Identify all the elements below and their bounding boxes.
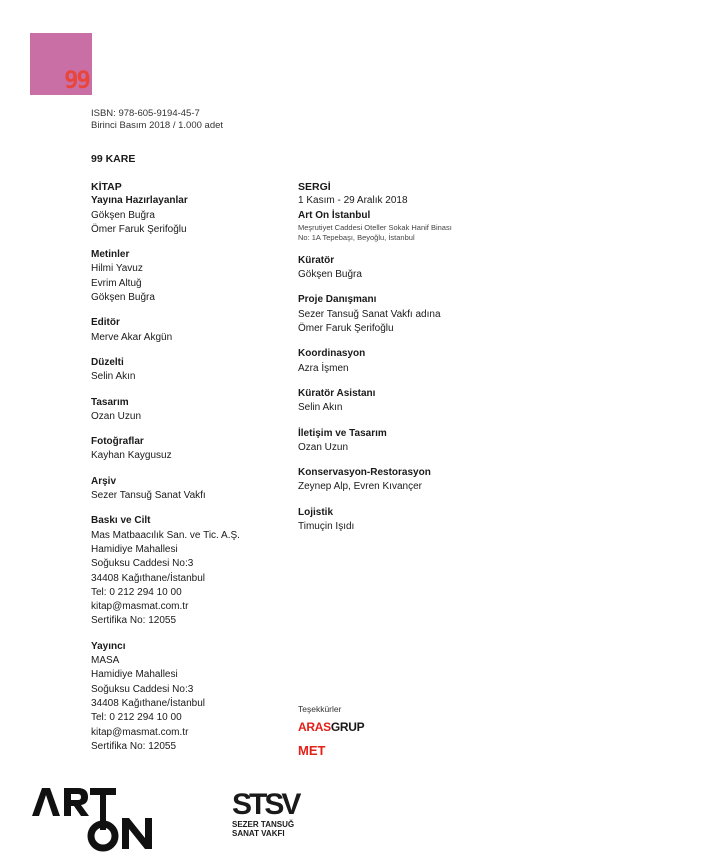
credit-line: Hamidiye Mahallesi bbox=[91, 543, 178, 555]
credit-section bbox=[298, 466, 518, 495]
venue-name: Art On İstanbul bbox=[298, 209, 371, 221]
thanks-label: Teşekkürler bbox=[298, 704, 342, 714]
stsv-name-line1: SEZER TANSUĞ bbox=[232, 820, 295, 829]
credit-line: Selin Akın bbox=[91, 371, 136, 383]
exhibition-dates: 1 Kasım - 29 Aralık 2018 bbox=[298, 195, 408, 207]
credit-section bbox=[91, 396, 291, 425]
credit-section bbox=[91, 475, 291, 504]
credit-line: Gökşen Buğra bbox=[298, 269, 362, 281]
credit-section bbox=[91, 514, 291, 628]
credit-line: Zeynep Alp, Evren Kıvançer bbox=[298, 481, 422, 493]
credit-line: kitap@masmat.com.tr bbox=[91, 726, 189, 738]
credit-line: MASA bbox=[91, 655, 120, 667]
99-kare-logo bbox=[30, 33, 92, 95]
credit-line: Ömer Faruk Şerifoğlu bbox=[91, 223, 187, 235]
credit-line: Tel: 0 212 294 10 00 bbox=[91, 712, 182, 724]
credit-title: Küratör Asistanı bbox=[298, 387, 376, 399]
credit-section bbox=[91, 316, 291, 345]
credit-line: Evrim Altuğ bbox=[91, 277, 142, 289]
isbn: ISBN: 978-605-9194-45-7 bbox=[91, 108, 200, 119]
credit-line: Merve Akar Akgün bbox=[91, 331, 173, 343]
aras-text: ARAS bbox=[298, 720, 331, 734]
credit-line: Sertifika No: 12055 bbox=[91, 740, 177, 752]
credit-line: kitap@masmat.com.tr bbox=[91, 601, 189, 613]
credit-title: Yayına Hazırlayanlar bbox=[91, 195, 188, 207]
credit-section bbox=[91, 435, 291, 464]
credit-line: Sertifika No: 12055 bbox=[91, 615, 177, 627]
credit-line: Timuçin Işıdı bbox=[298, 521, 355, 533]
exhibition-info bbox=[298, 180, 518, 243]
venue-address-line2: No: 1A Tepebaşı, Beyoğlu, İstanbul bbox=[298, 232, 415, 242]
credit-line: Ozan Uzun bbox=[298, 441, 349, 453]
credit-line: Hamidiye Mahallesi bbox=[91, 669, 178, 681]
exhibition-credits bbox=[298, 180, 518, 545]
book-heading: KİTAP bbox=[91, 181, 122, 193]
credit-title: Küratör bbox=[298, 254, 335, 266]
stsv-logo bbox=[232, 790, 312, 852]
credit-title: Proje Danışmanı bbox=[298, 294, 377, 306]
credit-title: Fotoğraflar bbox=[91, 436, 144, 448]
met-logo: MET bbox=[298, 743, 326, 758]
credit-line: 34408 Kağıthane/İstanbul bbox=[91, 572, 205, 584]
credit-title: Konservasyon-Restorasyon bbox=[298, 467, 431, 479]
credit-section bbox=[298, 506, 518, 535]
venue-address-line1: Meşrutiyet Caddesi Oteller Sokak Hanif Binası bbox=[298, 222, 452, 232]
credit-title: İletişim ve Tasarım bbox=[298, 427, 387, 439]
credit-line: Ömer Faruk Şerifoğlu bbox=[298, 323, 394, 335]
credit-line: Azra İşmen bbox=[298, 362, 349, 374]
book-meta bbox=[91, 108, 223, 132]
credit-section bbox=[298, 387, 518, 416]
logo-number: 99 bbox=[64, 66, 89, 94]
aras-grup-logo bbox=[298, 720, 364, 734]
credit-title: Arşiv bbox=[91, 475, 117, 487]
credit-line: Sezer Tansuğ Sanat Vakfı adına bbox=[298, 308, 441, 320]
credit-line: Mas Matbaacılık San. ve Tic. A.Ş. bbox=[91, 529, 240, 541]
stsv-name-line2: SANAT VAKFI bbox=[232, 829, 285, 838]
credit-title: Lojistik bbox=[298, 506, 334, 518]
edition: Birinci Basım 2018 / 1.000 adet bbox=[91, 120, 224, 131]
credit-line: Sezer Tansuğ Sanat Vakfı bbox=[91, 490, 206, 502]
credit-line: 34408 Kağıthane/İstanbul bbox=[91, 697, 205, 709]
credit-title: Metinler bbox=[91, 249, 130, 261]
credit-section bbox=[91, 640, 291, 754]
credit-section bbox=[91, 194, 291, 237]
credit-line: Hilmi Yavuz bbox=[91, 263, 143, 275]
credit-title: Tasarım bbox=[91, 396, 129, 408]
credit-section bbox=[298, 254, 518, 283]
credit-line: Soğuksu Caddesi No:3 bbox=[91, 683, 194, 695]
art-on-logo bbox=[30, 784, 165, 852]
credit-title: Yayıncı bbox=[91, 640, 126, 652]
credit-line: Soğuksu Caddesi No:3 bbox=[91, 558, 194, 570]
page-title: 99 KARE bbox=[91, 153, 136, 165]
credit-section bbox=[298, 293, 518, 336]
credit-section bbox=[91, 356, 291, 385]
credit-title: Düzelti bbox=[91, 356, 124, 368]
credit-title: Baskı ve Cilt bbox=[91, 515, 151, 527]
stsv-mark: STSV bbox=[232, 788, 299, 821]
credit-line: Gökşen Buğra bbox=[91, 292, 155, 304]
credit-line: Kayhan Kaygusuz bbox=[91, 450, 172, 462]
credit-line: Ozan Uzun bbox=[91, 410, 142, 422]
grup-text: GRUP bbox=[330, 720, 365, 734]
credit-section bbox=[298, 427, 518, 456]
credit-section bbox=[91, 248, 291, 305]
credit-title: Koordinasyon bbox=[298, 348, 366, 360]
exhibition-heading: SERGİ bbox=[298, 181, 331, 193]
credit-line: Selin Akın bbox=[298, 402, 343, 414]
credit-section bbox=[298, 347, 518, 376]
credit-title: Editör bbox=[91, 317, 120, 329]
book-credits bbox=[91, 180, 291, 765]
credit-line: Gökşen Buğra bbox=[91, 209, 155, 221]
credit-line: Tel: 0 212 294 10 00 bbox=[91, 586, 182, 598]
